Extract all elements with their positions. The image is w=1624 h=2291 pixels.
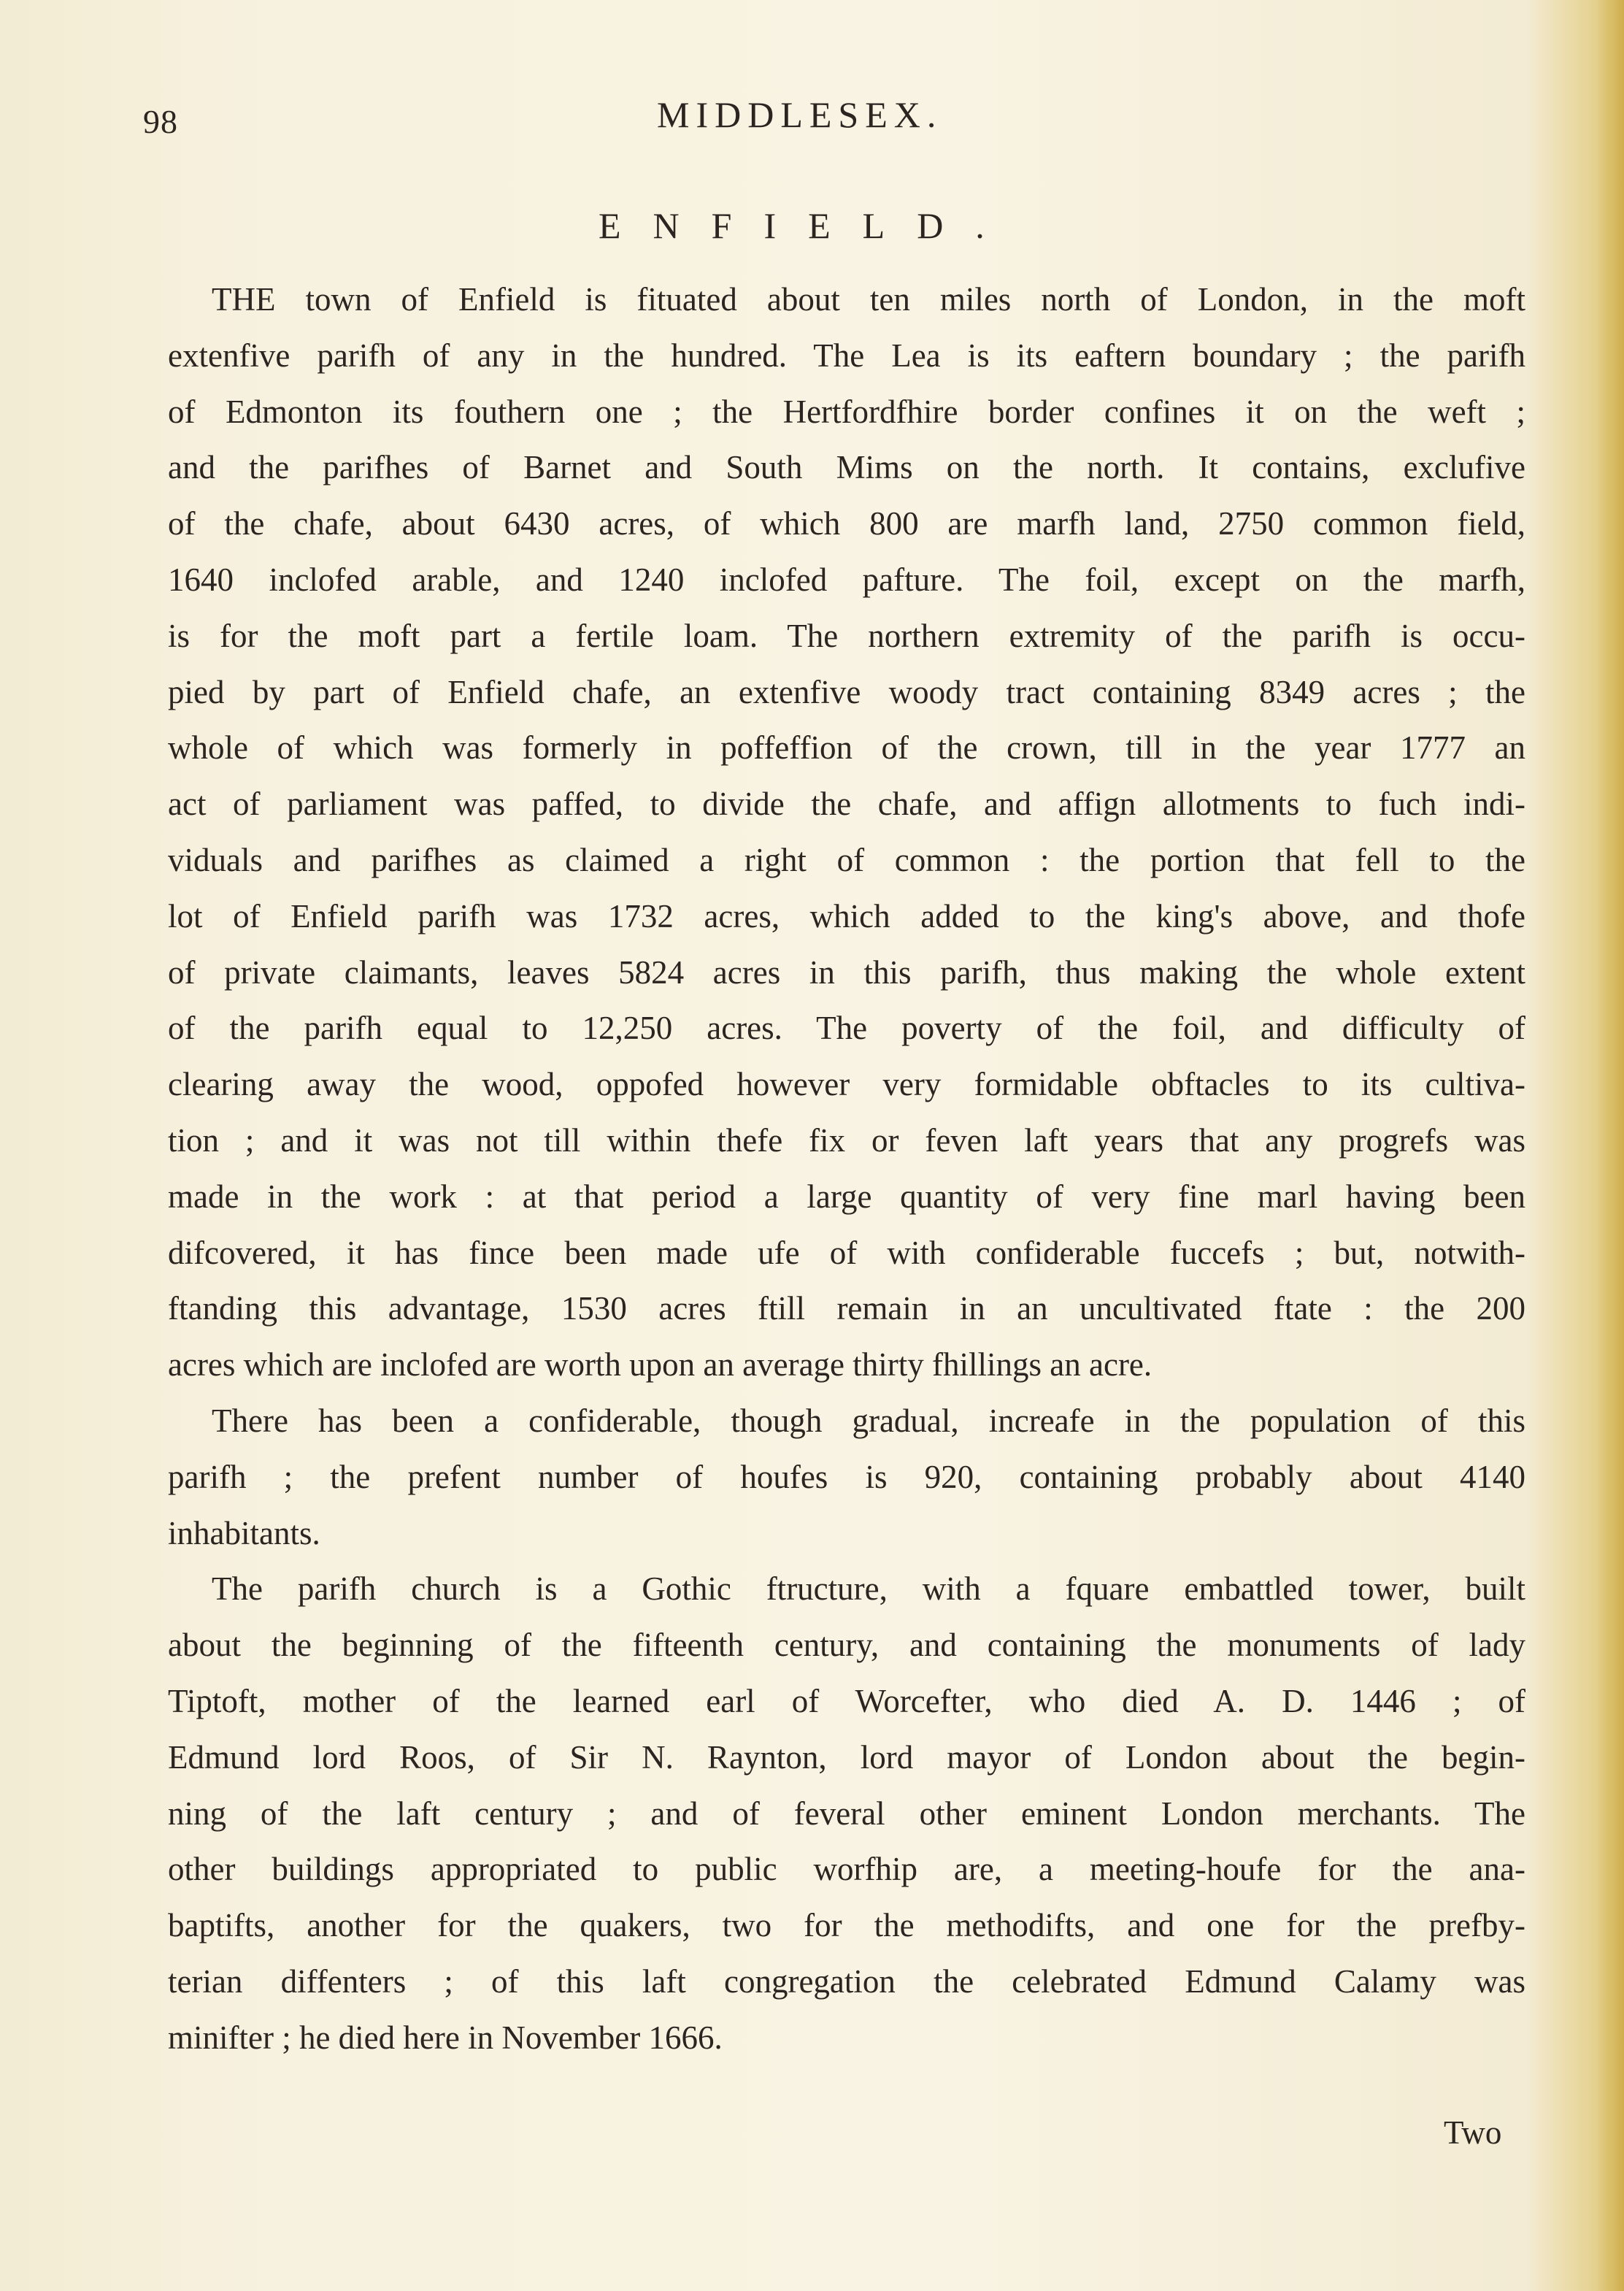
text-line: of the parifh equal to 12,250 acres. The poverty of the foil, and difficulty of	[168, 1010, 1525, 1047]
section-title: ENFIELD.	[599, 205, 1017, 246]
text-line: about the beginning of the fifteenth century, and containing the monuments of lady	[168, 1627, 1525, 1664]
text-line: act of parliament was paffed, to divide the chafe, and affign allotments to fuch indi-	[168, 786, 1525, 823]
text-line: of private claimants, leaves 5824 acres in this parifh, thus making the whole extent	[168, 953, 1525, 991]
text-line: extenfive parifh of any in the hundred. The Lea is its eaftern boundary ; the parifh	[168, 337, 1525, 374]
text-line: difcovered, it has fince been made ufe of with confiderable fuccefs ; but, notwith-	[168, 1234, 1525, 1271]
text-line: The parifh church is a Gothic ftructure, with a fquare embattled tower, built	[212, 1570, 1525, 1608]
text-line: acres which are inclofed are worth upon an average thirty fhillings an acre.	[168, 1346, 1152, 1384]
page-edge-shadow	[1596, 0, 1624, 2291]
text-line: terian diffenters ; of this laft congregation the celebrated Edmund Calamy was	[168, 1962, 1525, 2000]
text-line: is for the moft part a fertile loam. The northern extremity of the parifh is occu-	[168, 617, 1525, 654]
text-line: Edmund lord Roos, of Sir N. Raynton, lord mayor of London about the begin-	[168, 1738, 1525, 1776]
text-line: of Edmonton its fouthern one ; the Hertfordfhire border confines it on the weft ;	[168, 393, 1525, 430]
text-line: other buildings appropriated to public worfhip are, a meeting-houfe for the ana-	[168, 1851, 1525, 1888]
text-line: Tiptoft, mother of the learned earl of Worcefter, who died A. D. 1446 ; of	[168, 1682, 1525, 1719]
text-line: pied by part of Enfield chafe, an extenfive woody tract containing 8349 acres ; the	[168, 673, 1525, 710]
text-line: of the chafe, about 6430 acres, of which 800 are marfh land, 2750 common field,	[168, 505, 1525, 542]
text-line: ning of the laft century ; and of feveral other eminent London merchants. The	[168, 1795, 1525, 1832]
text-line: THE town of Enfield is fituated about ten miles north of London, in the moft	[212, 281, 1525, 318]
text-line: ftanding this advantage, 1530 acres ftill remain in an uncultivated ftate : the 200	[168, 1290, 1525, 1327]
text-line: 1640 inclofed arable, and 1240 inclofed pafture. The foil, except on the marfh,	[168, 561, 1525, 598]
text-line: lot of Enfield parifh was 1732 acres, which added to the king's above, and thofe	[168, 897, 1525, 935]
text-line: made in the work : at that period a large quantity of very fine marl having been	[168, 1178, 1525, 1215]
text-line: parifh ; the prefent number of houfes is 920, containing probably about 4140	[168, 1458, 1525, 1495]
catchword: Two	[1444, 2114, 1502, 2151]
text-line: and the parifhes of Barnet and South Mims on the north. It contains, exclufive	[168, 449, 1525, 486]
text-line: There has been a confiderable, though gradual, increafe in the population of this	[212, 1402, 1525, 1439]
text-line: viduals and parifhes as claimed a right of common : the portion that fell to the	[168, 841, 1525, 878]
page-number: 98	[143, 103, 178, 140]
text-line: clearing away the wood, oppofed however very formidable obftacles to its cultiva-	[168, 1066, 1525, 1103]
running-head: MIDDLESEX.	[657, 94, 943, 135]
text-line: whole of which was formerly in poffeffion of the crown, till in the year 1777 an	[168, 729, 1525, 767]
text-line: inhabitants.	[168, 1514, 320, 1551]
text-line: baptifts, another for the quakers, two for the methodifts, and one for the prefby-	[168, 1907, 1525, 1944]
text-line: tion ; and it was not till within thefe fix or feven laft years that any progrefs was	[168, 1121, 1525, 1159]
body-text	[168, 272, 1525, 2066]
text-line: minifter ; he died here in November 1666.	[168, 2019, 723, 2056]
